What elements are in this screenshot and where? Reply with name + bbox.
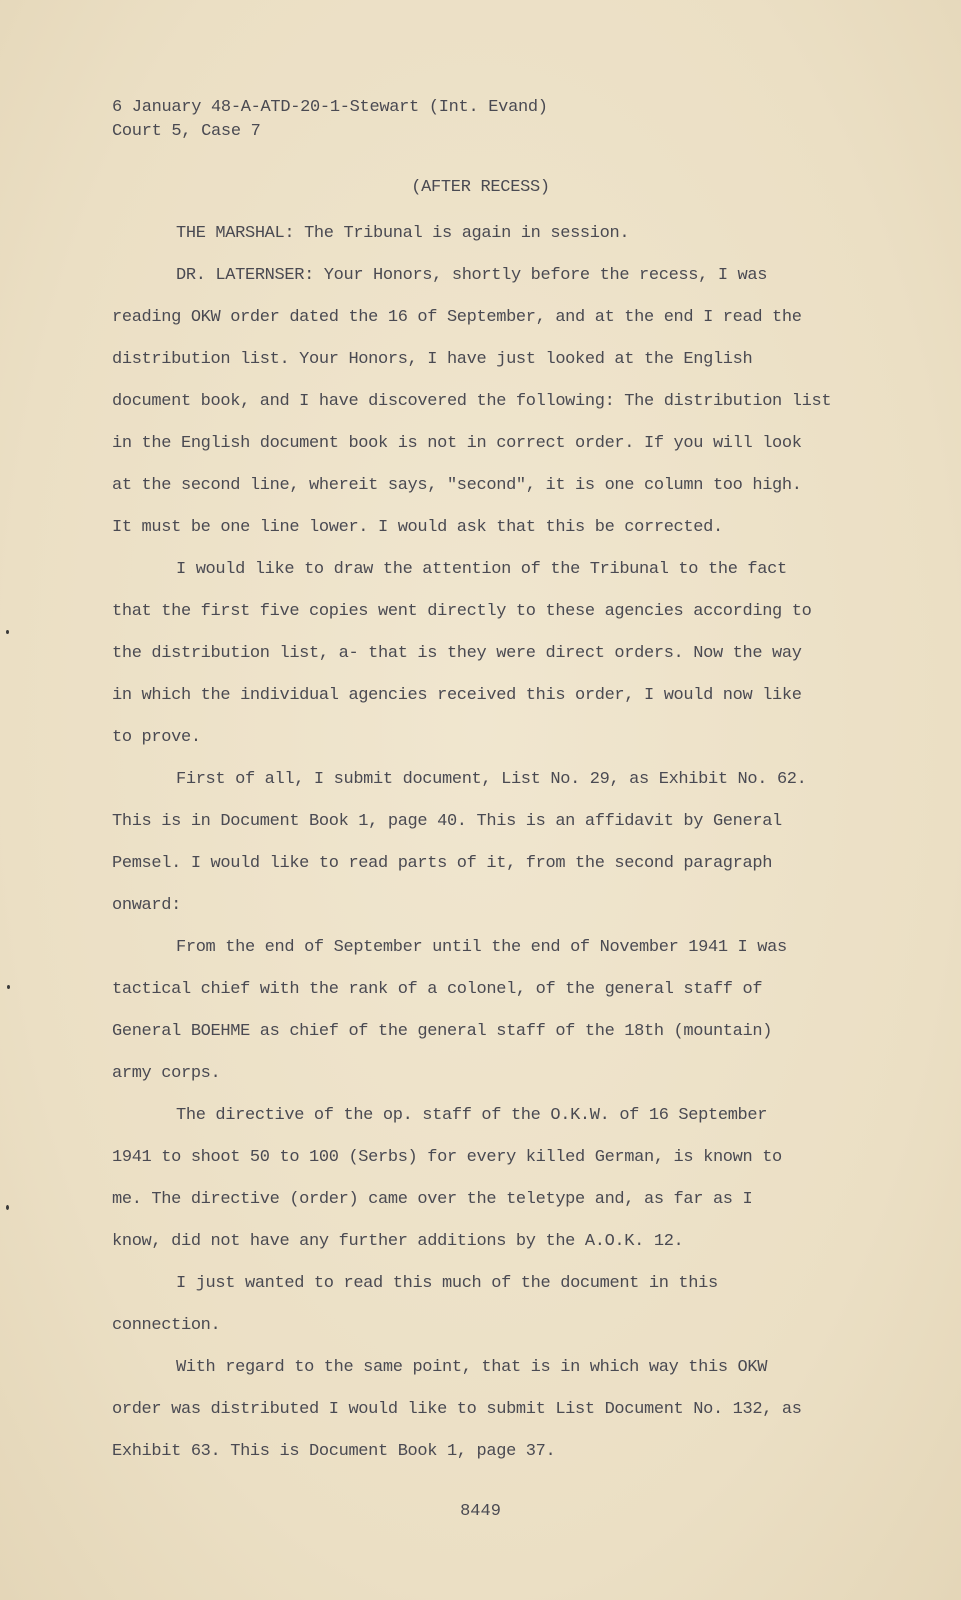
body-line: to prove. [112, 728, 201, 747]
body-line: order was distributed I would like to submit List Document No. 132, as [112, 1400, 802, 1419]
header-line-date-reference: 6 January 48-A-ATD-20-1-Stewart (Int. Evand) [112, 98, 548, 117]
quoted-line: General BOEHME as chief of the general staff of the 18th (mountain) [112, 1022, 773, 1041]
quoted-line: me. The directive (order) came over the teletype and, as far as I [112, 1190, 753, 1209]
quoted-line: 1941 to shoot 50 to 100 (Serbs) for every killed German, is known to [112, 1148, 782, 1167]
quoted-line: army corps. [112, 1064, 221, 1083]
quoted-line: tactical chief with the rank of a colonel, of the general staff of [112, 980, 763, 999]
section-heading: (AFTER RECESS) [411, 178, 550, 197]
quoted-line: know, did not have any further additions by the A.O.K. 12. [112, 1232, 684, 1251]
quoted-line: The directive of the op. staff of the O.K.W. of 16 September [176, 1106, 768, 1125]
header-line-court-case: Court 5, Case 7 [112, 122, 261, 141]
scan-speck [7, 985, 10, 989]
body-line: onward: [112, 896, 181, 915]
transcript-header [112, 96, 548, 144]
body-line: reading OKW order dated the 16 of September, and at the end I read the [112, 308, 802, 327]
body-line: THE MARSHAL: The Tribunal is again in session. [176, 224, 630, 243]
body-line: DR. LATERNSER: Your Honors, shortly before the recess, I was [176, 266, 768, 285]
body-line: I just wanted to read this much of the document in this [176, 1274, 718, 1293]
body-line: document book, and I have discovered the following: The distribution list [112, 392, 832, 411]
body-line: I would like to draw the attention of the Tribunal to the fact [176, 560, 787, 579]
page-number: 8449 [460, 1502, 501, 1521]
body-line: With regard to the same point, that is in which way this OKW [176, 1358, 768, 1377]
body-line: the distribution list, a- that is they were direct orders. Now the way [112, 644, 802, 663]
body-line: connection. [112, 1316, 221, 1335]
body-line: Exhibit 63. This is Document Book 1, page 37. [112, 1442, 556, 1461]
body-line: in which the individual agencies received this order, I would now like [112, 686, 802, 705]
scan-speck [6, 630, 9, 634]
body-line: at the second line, whereit says, "second", it is one column too high. [112, 476, 802, 495]
body-line: First of all, I submit document, List No. 29, as Exhibit No. 62. [176, 770, 807, 789]
body-line: distribution list. Your Honors, I have just looked at the English [112, 350, 753, 369]
body-line: that the first five copies went directly to these agencies according to [112, 602, 812, 621]
body-line: in the English document book is not in correct order. If you will look [112, 434, 802, 453]
body-line: It must be one line lower. I would ask that this be corrected. [112, 518, 723, 537]
body-line: This is in Document Book 1, page 40. This is an affidavit by General [112, 812, 782, 831]
quoted-line: From the end of September until the end of November 1941 I was [176, 938, 787, 957]
scan-speck [6, 1205, 9, 1210]
body-line: Pemsel. I would like to read parts of it, from the second paragraph [112, 854, 773, 873]
